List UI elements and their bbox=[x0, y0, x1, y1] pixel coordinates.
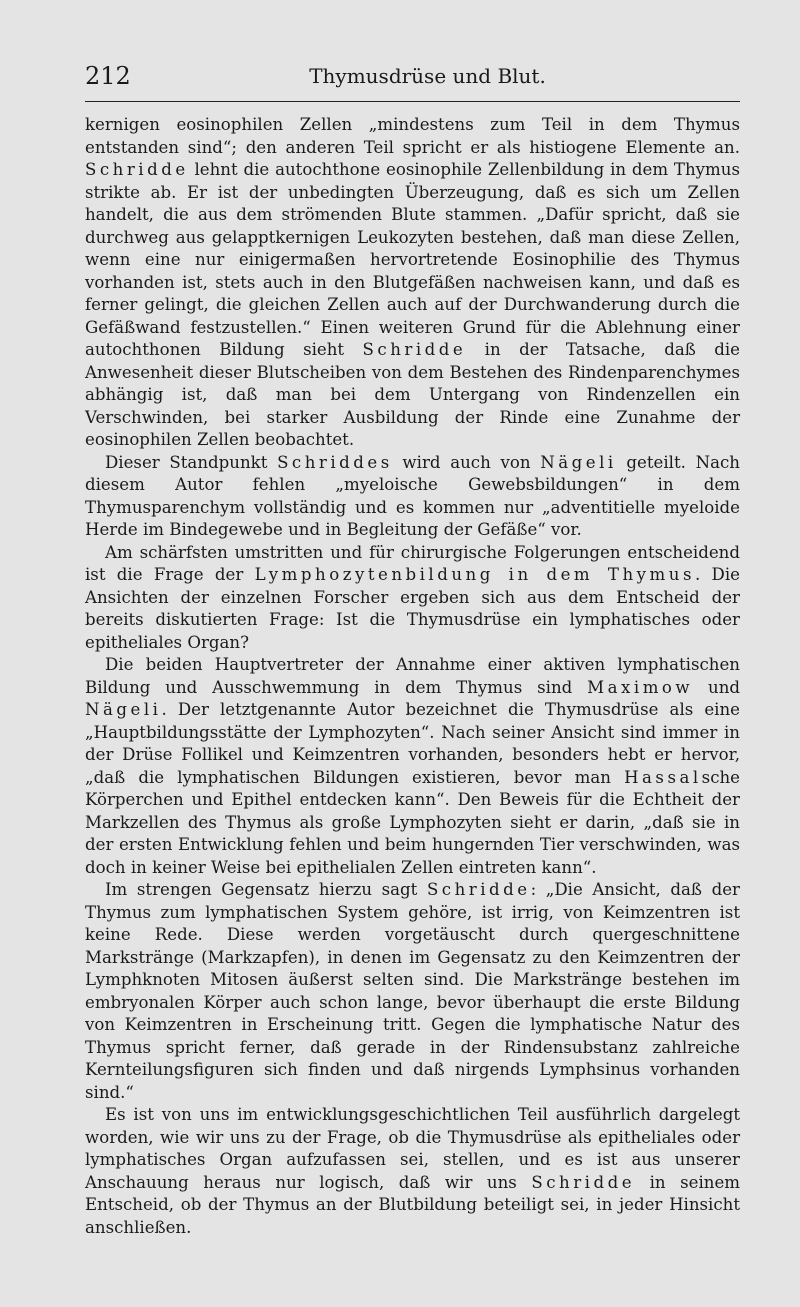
spaced-name: Schridde bbox=[85, 160, 189, 179]
paragraph bbox=[85, 542, 740, 655]
text-run: kernigen eosinophilen Zellen „mindestens zum Teil in dem Thymus entstanden sind“; den anderen Teil spricht er als histiogene Elemente an. bbox=[85, 115, 740, 157]
spaced-name: Schridde bbox=[426, 880, 531, 899]
paragraph bbox=[85, 1104, 740, 1239]
text-run: Im strengen Gegensatz hierzu sagt bbox=[105, 880, 427, 899]
text-run: in der Tatsache, daß die Anwesenheit dieser Blutscheiben von dem Bestehen des Rindenparenchymes abhängig ist, daß man bei dem Untergang von Rindenzellen ein Verschwinden, bei starker Ausbildung der Rinde eine Zunahme der eosinophilen Zellen beobachtet. bbox=[85, 340, 740, 449]
text-run: sche Körperchen und Epithel entdecken kann“. Den Beweis für die Echtheit der Markzellen des Thymus als große Lymphozyten sieht er darin, „daß sie in der ersten Entwicklung fehlen und beim hungernden Tier verschwinden, was doch in keiner Weise bei epithelialen Zellen eintreten kann“. bbox=[85, 767, 740, 877]
text-run: Am schärfsten umstritten und für chirurgische Folgerungen entscheidend ist die Frage der bbox=[85, 542, 740, 584]
header-rule bbox=[85, 101, 740, 102]
spaced-name: Hassal bbox=[624, 767, 702, 787]
text-run: geteilt. Nach diesem Autor fehlen „myeloische Gewebsbildungen“ in dem Thymusparenchym vollständig und es kommen nur „adventitielle myeloide Herde im Bindegewebe und in Begleitung der Gefäße“ vor. bbox=[85, 452, 740, 539]
spaced-name: Schridde bbox=[362, 340, 467, 359]
text-run: Es ist von uns im entwicklungsgeschichtlichen Teil ausführlich dargelegt worden, wie wir uns zu der Frage, ob die Thymusdrüse als epitheliales oder lymphatisches Organ aufzufassen sei, stellen, und es ist aus unserer Anschauung heraus nur logisch, daß wir uns bbox=[85, 1105, 740, 1192]
text-run: Dieser Standpunkt bbox=[105, 452, 278, 472]
spaced-name: Schriddes bbox=[277, 452, 393, 472]
page-number: 212 bbox=[85, 62, 131, 90]
text-run: Die beiden Hauptvertreter der Annahme einer aktiven lymphatischen Bildung und Ausschwemmung in dem Thymus sind bbox=[85, 655, 740, 697]
text-run: . Die Ansichten der einzelnen Forscher ergeben sich aus dem Entscheid der bereits diskutierten Frage: Ist die Thymusdrüse ein lymphatisches oder epitheliales Organ? bbox=[85, 565, 740, 652]
spaced-name: Nägeli bbox=[540, 452, 617, 472]
text-run: : „Die Ansicht, daß der Thymus zum lymphatischen System gehöre, ist irrig, von Keimzentren ist keine Rede. Diese werden vorgetäuscht durch quergeschnittene Markstränge (Markzapfen), in denen im Gegensatz zu den Keimzentren der Lymphknoten Mitosen äußerst selten sind. Die Markstränge bestehen im embryonalen Körper auch schon lange, bevor überhaupt die erste Bildung von Keimzentren in Erscheinung tritt. Gegen die lymphatische Natur des Thymus spricht ferner, daß gerade in der Rindensubstanz zahlreiche Kernteilungsfiguren sich finden und daß nirgends Lymphsinus vorhanden sind.“ bbox=[85, 880, 740, 1102]
running-head bbox=[85, 60, 740, 96]
spaced-name: Nägeli bbox=[85, 700, 162, 719]
spaced-name: Maximow bbox=[587, 677, 694, 697]
text-run: . Der letztgenannte Autor bezeichnet die Thymusdrüse als eine „Hauptbildungsstätte der Lymphozyten“. Nach seiner Ansicht sind immer in der Drüse Follikel und Keimzentren vorhanden, besonders hebt er hervor, „daß die lymphatischen Bildungen existieren, bevor man bbox=[85, 700, 740, 787]
text-run: lehnt die autochthone eosinophile Zellenbildung in dem Thymus strikte ab. Er ist der unbedingten Überzeugung, daß es sich um Zellen handelt, die aus dem strömenden Blute stammen. „Dafür spricht, daß sie durchweg aus gelapptkernigen Leukozyten bestehen, daß man diese Zellen, wenn eine nur einigermaßen hervortretende Eosinophilie des Thymus vorhanden ist, stets auch in den Blutgefäßen nachweisen kann, und daß es ferner gelingt, die gleichen Zellen auch auf der Durchwanderung durch die Gefäßwand festzustellen.“ Einen weiteren Grund für die Ablehnung einer autochthonen Bildung sieht bbox=[85, 160, 740, 359]
text-run: in seinem Entscheid, ob der Thymus an der Blutbildung beteiligt sei, in jeder Hinsicht anschließen. bbox=[85, 1172, 740, 1237]
running-head-title: Thymusdrüse und Blut. bbox=[309, 64, 546, 88]
spaced-name: Lymphozytenbildung in dem Thymus bbox=[254, 565, 695, 584]
paragraph bbox=[85, 114, 740, 452]
text-run: wird auch von bbox=[392, 452, 541, 472]
body-text bbox=[85, 114, 740, 1239]
paragraph bbox=[85, 452, 740, 542]
paragraph bbox=[85, 654, 740, 879]
paragraph bbox=[85, 879, 740, 1104]
spaced-name: Schridde bbox=[531, 1172, 636, 1192]
text-run: und bbox=[693, 677, 741, 697]
